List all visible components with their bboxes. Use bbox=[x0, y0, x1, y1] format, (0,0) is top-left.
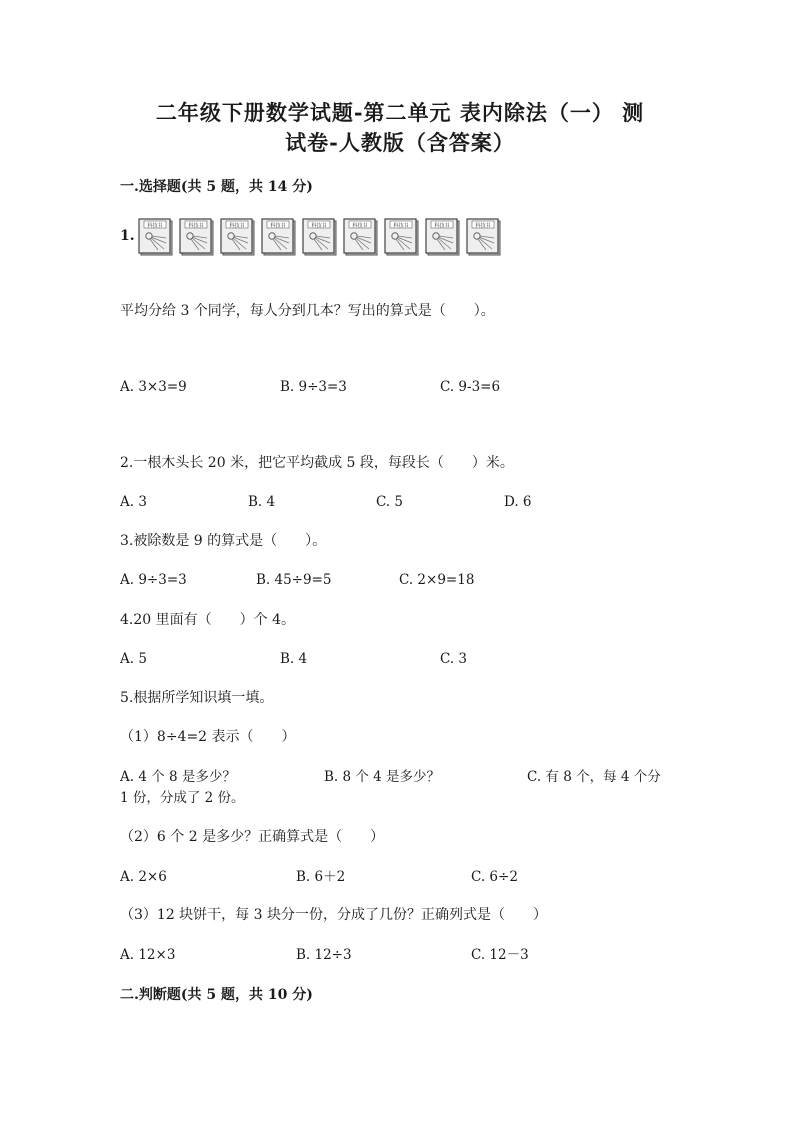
book-icon bbox=[179, 218, 215, 256]
book-icon bbox=[261, 218, 297, 256]
q1-option-c[interactable]: C. 9-3=6 bbox=[440, 379, 501, 395]
section-heading-true-false: 二.判断题(共 5 题，共 10 分) bbox=[120, 987, 313, 1003]
q3-option-c[interactable]: C. 2×9=18 bbox=[399, 572, 475, 588]
svg-text:科技书: 科技书 bbox=[270, 223, 286, 229]
book-row bbox=[138, 218, 502, 256]
q2-option-a[interactable]: A. 3 bbox=[120, 494, 147, 510]
question-5-text: 5.根据所学知识填一填。 bbox=[120, 690, 274, 706]
book-icon bbox=[384, 218, 420, 256]
q2-option-c[interactable]: C. 5 bbox=[376, 494, 404, 510]
question-5-3-text: （3）12 块饼干，每 3 块分一份，分成了几份？正确列式是（ ） bbox=[120, 907, 547, 923]
q4-option-b[interactable]: B. 4 bbox=[280, 651, 308, 667]
q3-option-b[interactable]: B. 45÷9=5 bbox=[256, 572, 332, 588]
svg-text:科技书: 科技书 bbox=[229, 223, 245, 229]
q5-3-option-a[interactable]: A. 12×3 bbox=[120, 947, 176, 963]
question-1-number: 1. bbox=[120, 228, 135, 244]
title-line-1: 二年级下册数学试题-第二单元 表内除法（一） 测 bbox=[155, 100, 645, 125]
q5-3-option-b[interactable]: B. 12÷3 bbox=[296, 947, 352, 963]
question-4-text: 4.20 里面有（ ）个 4。 bbox=[120, 612, 295, 628]
book-icon bbox=[425, 218, 461, 256]
q4-option-a[interactable]: A. 5 bbox=[120, 651, 147, 667]
q1-option-a[interactable]: A. 3×3=9 bbox=[120, 379, 187, 395]
q4-option-c[interactable]: C. 3 bbox=[440, 651, 468, 667]
q5-1-option-c[interactable]: C. 有 8 个，每 4 个分 bbox=[527, 769, 661, 785]
q5-1-option-a[interactable]: A. 4 个 8 是多少？ bbox=[120, 769, 236, 785]
section-heading-multiple-choice: 一.选择题(共 5 题，共 14 分) bbox=[120, 179, 313, 195]
question-2-text: 2.一根木头长 20 米，把它平均截成 5 段，每段长（ ）米。 bbox=[120, 455, 514, 471]
svg-text:科技书: 科技书 bbox=[475, 223, 491, 229]
svg-text:科技书: 科技书 bbox=[147, 223, 163, 229]
q5-1-option-c-continued: 1 份，分成了 2 份。 bbox=[120, 790, 245, 806]
q5-2-option-b[interactable]: B. 6＋2 bbox=[296, 869, 346, 885]
q5-3-option-c[interactable]: C. 12－3 bbox=[471, 947, 529, 963]
question-5-1-text: （1）8÷4=2 表示（ ） bbox=[120, 729, 296, 745]
q3-option-a[interactable]: A. 9÷3=3 bbox=[120, 572, 187, 588]
book-icon bbox=[220, 218, 256, 256]
book-icon bbox=[466, 218, 502, 256]
q2-option-b[interactable]: B. 4 bbox=[248, 494, 276, 510]
book-icon bbox=[302, 218, 338, 256]
title-line-2: 试卷-人教版（含答案） bbox=[285, 130, 515, 155]
question-5-2-text: （2）6 个 2 是多少？正确算式是（ ） bbox=[120, 829, 385, 845]
q2-option-d[interactable]: D. 6 bbox=[504, 494, 532, 510]
svg-text:科技书: 科技书 bbox=[352, 223, 368, 229]
svg-text:科技书: 科技书 bbox=[434, 223, 450, 229]
page-title bbox=[120, 98, 680, 158]
svg-text:科技书: 科技书 bbox=[393, 223, 409, 229]
q5-1-option-b[interactable]: B. 8 个 4 是多少？ bbox=[324, 769, 441, 785]
svg-text:科技书: 科技书 bbox=[188, 223, 204, 229]
book-icon bbox=[343, 218, 379, 256]
book-icon bbox=[138, 218, 174, 256]
q1-option-b[interactable]: B. 9÷3=3 bbox=[280, 379, 347, 395]
q5-2-option-c[interactable]: C. 6÷2 bbox=[471, 869, 518, 885]
question-1-text: 平均分给 3 个同学，每人分到几本？写出的算式是（ ）。 bbox=[120, 303, 495, 319]
svg-text:科技书: 科技书 bbox=[311, 223, 327, 229]
question-3-text: 3.被除数是 9 的算式是（ ）。 bbox=[120, 533, 327, 549]
q5-2-option-a[interactable]: A. 2×6 bbox=[120, 869, 167, 885]
